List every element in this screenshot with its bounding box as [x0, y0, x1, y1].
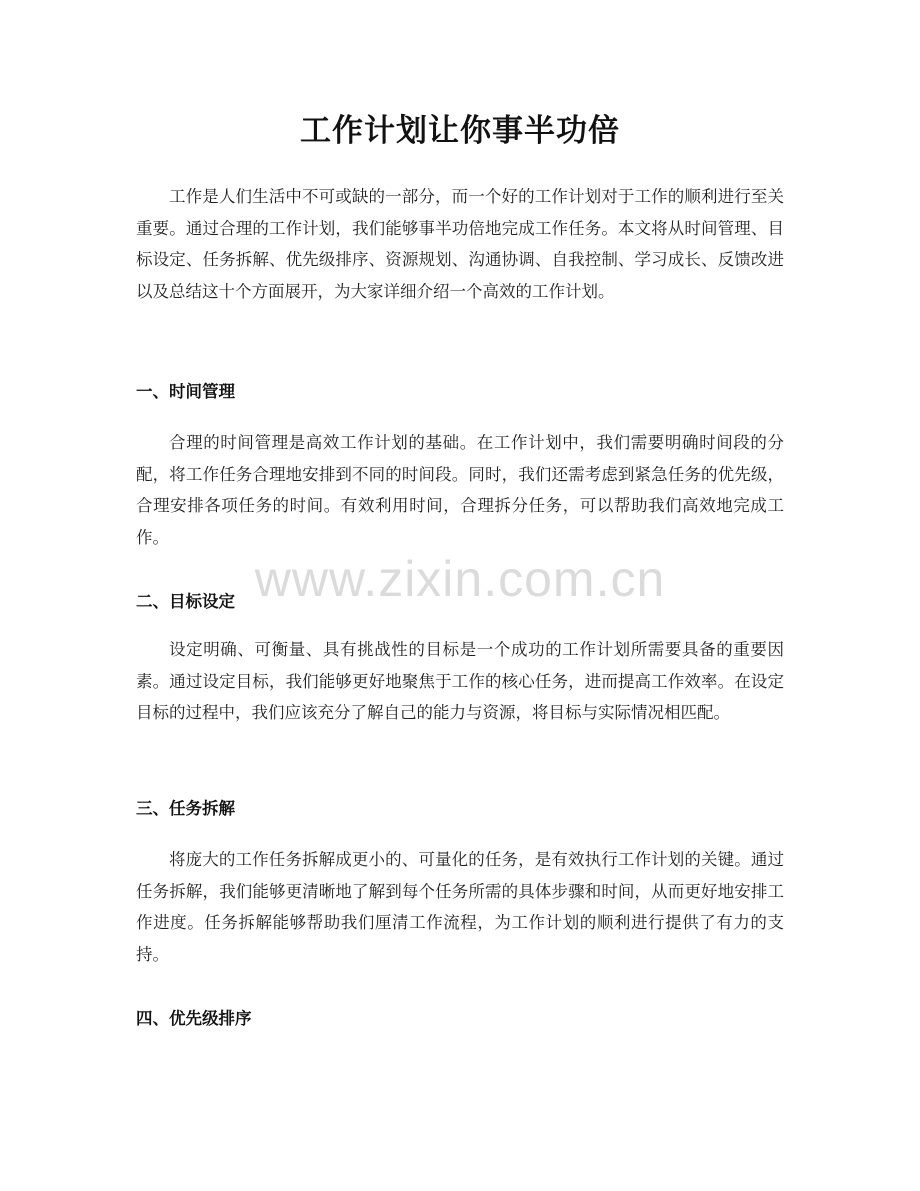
- document-title: 工作计划让你事半功倍: [300, 113, 620, 149]
- section-heading-time-management: 一、时间管理: [136, 382, 235, 401]
- intro-paragraph: 工作是人们生活中不可或缺的一部分，而一个好的工作计划对于工作的顺利进行至关重要。通过合理的工作计划，我们能够事半功倍地完成工作任务。本文将从时间管理、目标设定、任务拆解、优先级排序、资源规划、沟通协调、自我控制、学习成长、反馈改进以及总结这十个方面展开，为大家详细介绍一个高效的工作计划。: [136, 187, 784, 301]
- section-body-time-management: 合理的时间管理是高效工作计划的基础。在工作计划中，我们需要明确时间段的分配，将工作任务合理地安排到不同的时间段。同时，我们还需考虑到紧急任务的优先级，合理安排各项任务的时间。有效利用时间，合理拆分任务，可以帮助我们高效地完成工作。: [136, 433, 784, 547]
- section-heading-priority: 四、优先级排序: [136, 1009, 252, 1028]
- section-heading-task-breakdown: 三、任务拆解: [136, 799, 235, 818]
- watermark-text: www.zixin.com.cn: [254, 551, 666, 607]
- section-body-goal-setting: 设定明确、可衡量、具有挑战性的目标是一个成功的工作计划所需要具备的重要因素。通过设定目标，我们能够更好地聚焦于工作的核心任务，进而提高工作效率。在设定目标的过程中，我们应该充分了解自己的能力与资源，将目标与实际情况相匹配。: [136, 640, 784, 722]
- section-body-task-breakdown: 将庞大的工作任务拆解成更小的、可量化的任务，是有效执行工作计划的关键。通过任务拆解，我们能够更清晰地了解到每个任务所需的具体步骤和时间，从而更好地安排工作进度。任务拆解能够帮助我们厘清工作流程，为工作计划的顺利进行提供了有力的支持。: [136, 850, 784, 964]
- section-heading-goal-setting: 二、目标设定: [136, 592, 235, 611]
